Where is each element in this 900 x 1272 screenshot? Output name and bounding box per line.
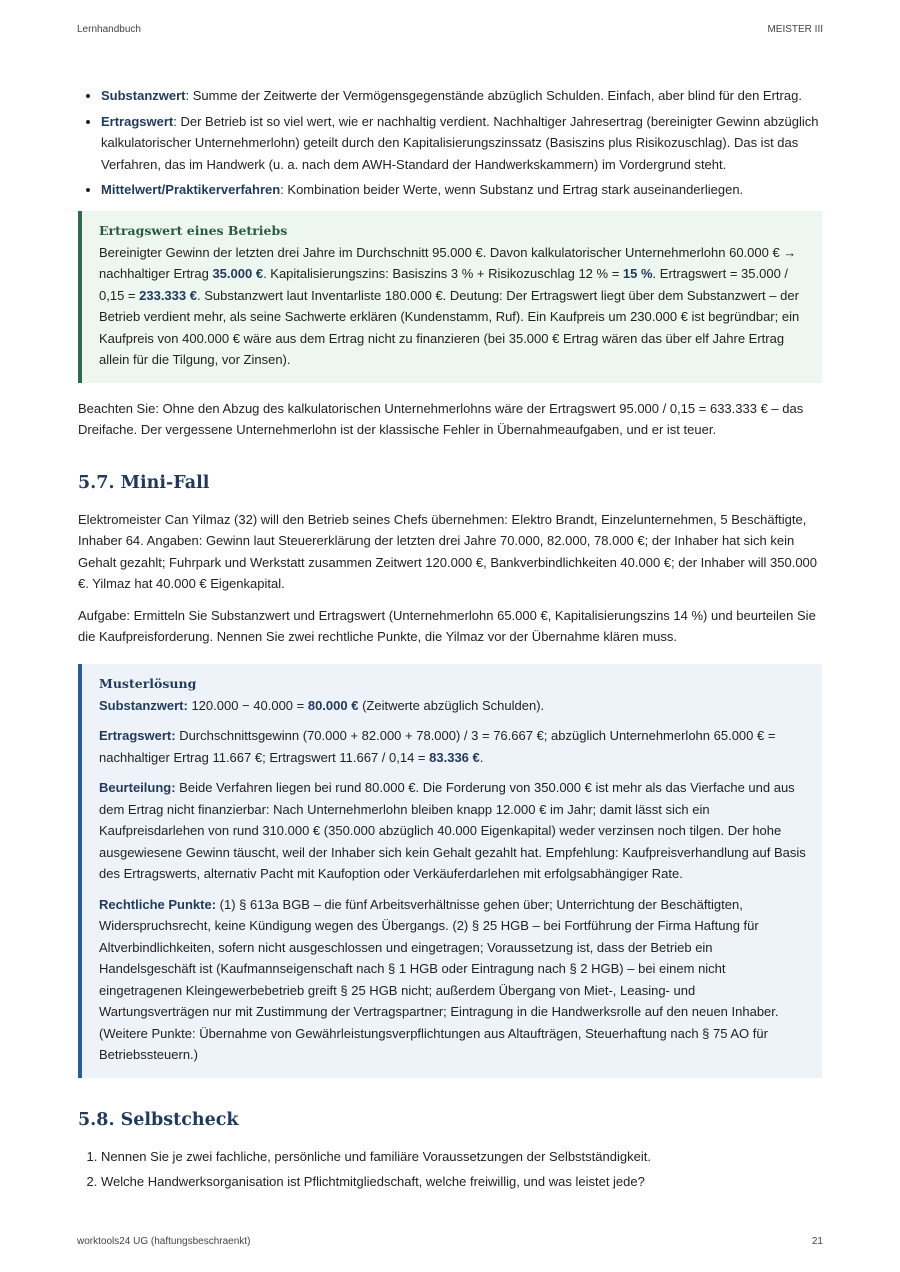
section-heading-mini-fall: 5.7. Mini-Fall [78,472,210,493]
text-run: Bereinigter Gewinn der letzten drei Jahre im Durchschnitt 95.000 €. Davon kalkulatorischer Unternehmerlohn 60.000 € → nachhaltiger Ertrag [99,244,797,281]
solution-rechtliche-punkte [99,894,806,1066]
case-paragraph: Elektromeister Can Yilmaz (32) will den Betrieb seines Chefs übernehmen: Elektro Brandt, Einzelunternehmen, 5 Beschäftigte, Inhaber 64. Angaben: Gewinn laut Steuererklärung der letzten drei Jahre 70.000, 82.000, 78.000 €; der Inhaber hat sich kein Gehalt gezahlt; Fuhrpark und Werkstatt zusammen Zeitwert 120.000 €, Bankverbindlichkeiten 40.000 €; der Inhaber will 350.000 €. Yilmaz hat 40.000 € Eigenkapital. [78,511,818,591]
solution-substanzwert [99,695,806,717]
selbstcheck-list [78,1146,822,1193]
list-item: 1. Nennen Sie je zwei fachliche, persönliche und familiäre Voraussetzungen der Selbstständigkeit. [101,1146,822,1168]
text-run: . Substanzwert laut Inventarliste 180.000 €. Deutung: Der Ertragswert liegt über dem Substanzwert – der Betrieb verdient mehr, als seine Sachwerte erklären (Kundenstamm, Ruf). Ein Kaufpreis um 230.000 € ist begründbar; ein Kaufpreis von 400.000 € wäre aus dem Ertrag nicht zu finanzieren (bei 35.000 € Ertrag wären das über elf Jahre Ertrag allein für die Tilgung, vor Zinsen). [99,287,800,367]
solution-label: Rechtliche Punkte: [99,896,217,912]
example-box [78,211,822,383]
text-run: (Zeitwerte abzüglich Schulden). [358,697,545,713]
header-course-title: MEISTER III [767,24,823,35]
section-heading-selbstcheck: 5.8. Selbstcheck [78,1109,239,1130]
highlight-value: 83.336 € [429,749,480,765]
text-run: . Kapitalisierungszins: Basiszins 3 % + Risikozuschlag 12 % = [263,266,623,281]
list-item [101,111,822,176]
valuation-methods-list [78,85,822,201]
solution-label: Substanzwert: [99,697,188,713]
list-item-term: Substanzwert [101,88,186,103]
running-header [77,24,823,35]
footer-publisher: worktools24 UG (haftungsbeschraenkt) [77,1236,251,1247]
text-run: . [479,749,484,765]
solution-label: Ertragswert: [99,728,176,743]
text-run: Durchschnittsgewinn (70.000 + 82.000 + 78.000) / 3 = 76.667 €; abzüglich Unternehmerlohn 65.000 € = nachhaltiger Ertrag 11.667 €; Ertragswert 11.667 / 0,14 = [99,728,776,765]
highlight-value: 15 % [622,266,653,281]
list-item-term: Mittelwert/Praktikerverfahren [101,182,281,197]
list-item-term: Ertragswert [101,113,174,129]
list-item [101,85,822,107]
note-paragraph: Beachten Sie: Ohne den Abzug des kalkulatorischen Unternehmerlohns wäre der Ertragswert 95.000 / 0,15 = 633.333 € – das Dreifache. Der vergessene Unternehmerlohn ist der klassische Fehler in Übernahmeaufgaben, und er ist teuer. [78,400,804,437]
solution-box-title: Musterlösung [99,675,197,691]
highlight-value: 233.333 € [139,287,197,303]
list-item-text: : Summe der Zeitwerte der Vermögensgegenstände abzüglich Schulden. Einfach, aber blind für den Ertrag. [185,88,802,103]
page-content [78,85,822,1197]
text-run: . Ertragswert = 35.000 / 0,15 = [99,266,789,303]
task-paragraph: Aufgabe: Ermitteln Sie Substanzwert und Ertragswert (Unternehmerlohn 65.000 €, Kapitalisierungszins 14 %) und beurteilen Sie die Kaufpreisforderung. Nennen Sie zwei rechtliche Punkte, die Yilmaz vor der Übernahme klären muss. [78,607,816,644]
running-footer [77,1236,823,1247]
solution-beurteilung [99,777,806,885]
text-run: (1) § 613a BGB – die fünf Arbeitsverhältnisse gehen über; Unterrichtung der Beschäftigten, Widerspruchsrecht, keine Kündigung wegen des Übergangs. (2) § 25 HGB – bei Fortführung der Firma Haftung für Altverbindlichkeiten, sofern nicht ausgeschlossen und eingetragen; Voraussetzung ist, dass der Betrieb ein Handelsgeschäft ist (Kaufmannseigenschaft nach § 1 HGB oder Eintragung nach § 2 HGB) – bei einem nicht eingetragenen Kleingewerbebetrieb greift § 25 HGB nicht; außerdem Übergang von Miet-, Leasing- und Wartungsverträgen nur mit Zustimmung der Vertragspartner; Eintragung in die Handwerksrolle auf den neuen Inhaber. (Weitere Punkte: Übernahme von Gewährleistungsverpflichtungen aus Altaufträgen, Steuerhaftung nach § 75 AO für Betriebssteuern.) [99,896,779,1062]
highlight-value: 80.000 € [307,697,359,713]
example-box-text [99,242,806,371]
text-run: Beide Verfahren liegen bei rund 80.000 €. Die Forderung von 350.000 € ist mehr als das Vierfache und aus dem Ertrag nicht finanzierbar: Nach Unternehmerlohn bleiben knapp 12.000 € im Jahr; damit lässt sich ein Kaufpreisdarlehen von rund 310.000 € (350.000 abzüglich 40.000 Eigenkapital) weder verzinsen noch tilgen. Der hohe ausgewiesene Gewinn täuscht, weil der Inhaber sich kein Gehalt gezahlt hat. Empfehlung: Kaufpreisverhandlung auf Basis des Ertragswerts, alternativ Pacht mit Kaufoption oder Verkäuferdarlehen mit erfolgsabhängiger Rate. [99,780,806,881]
list-item [101,179,822,201]
solution-label: Beurteilung: [99,780,176,795]
text-run: 120.000 − 40.000 = [187,697,308,713]
example-box-title: Ertragswert eines Betriebs [99,222,288,238]
highlight-value: 35.000 € [212,266,264,281]
page-number: 21 [811,1236,823,1247]
list-item-text: : Der Betrieb ist so viel wert, wie er nachhaltig verdient. Nachhaltiger Jahresertrag (bereinigter Gewinn abzüglich kalkulatorischer Unternehmerlohn) geteilt durch den Kapitalisierungszinssatz (Basiszins plus Risikozuschlag). Das ist das Verfahren, das im Handwerk (u. a. nach dem AWH-Standard der Handwerkskammern) im Vordergrund steht. [101,113,819,172]
list-item-text: : Kombination beider Werte, wenn Substanz und Ertrag stark auseinanderliegen. [280,182,744,197]
solution-box [78,664,822,1078]
solution-ertragswert [99,725,806,768]
header-book-title: Lernhandbuch [77,24,141,35]
list-item: 2. Welche Handwerksorganisation ist Pflichtmitgliedschaft, welche freiwillig, und was leistet jede? [101,1171,822,1193]
